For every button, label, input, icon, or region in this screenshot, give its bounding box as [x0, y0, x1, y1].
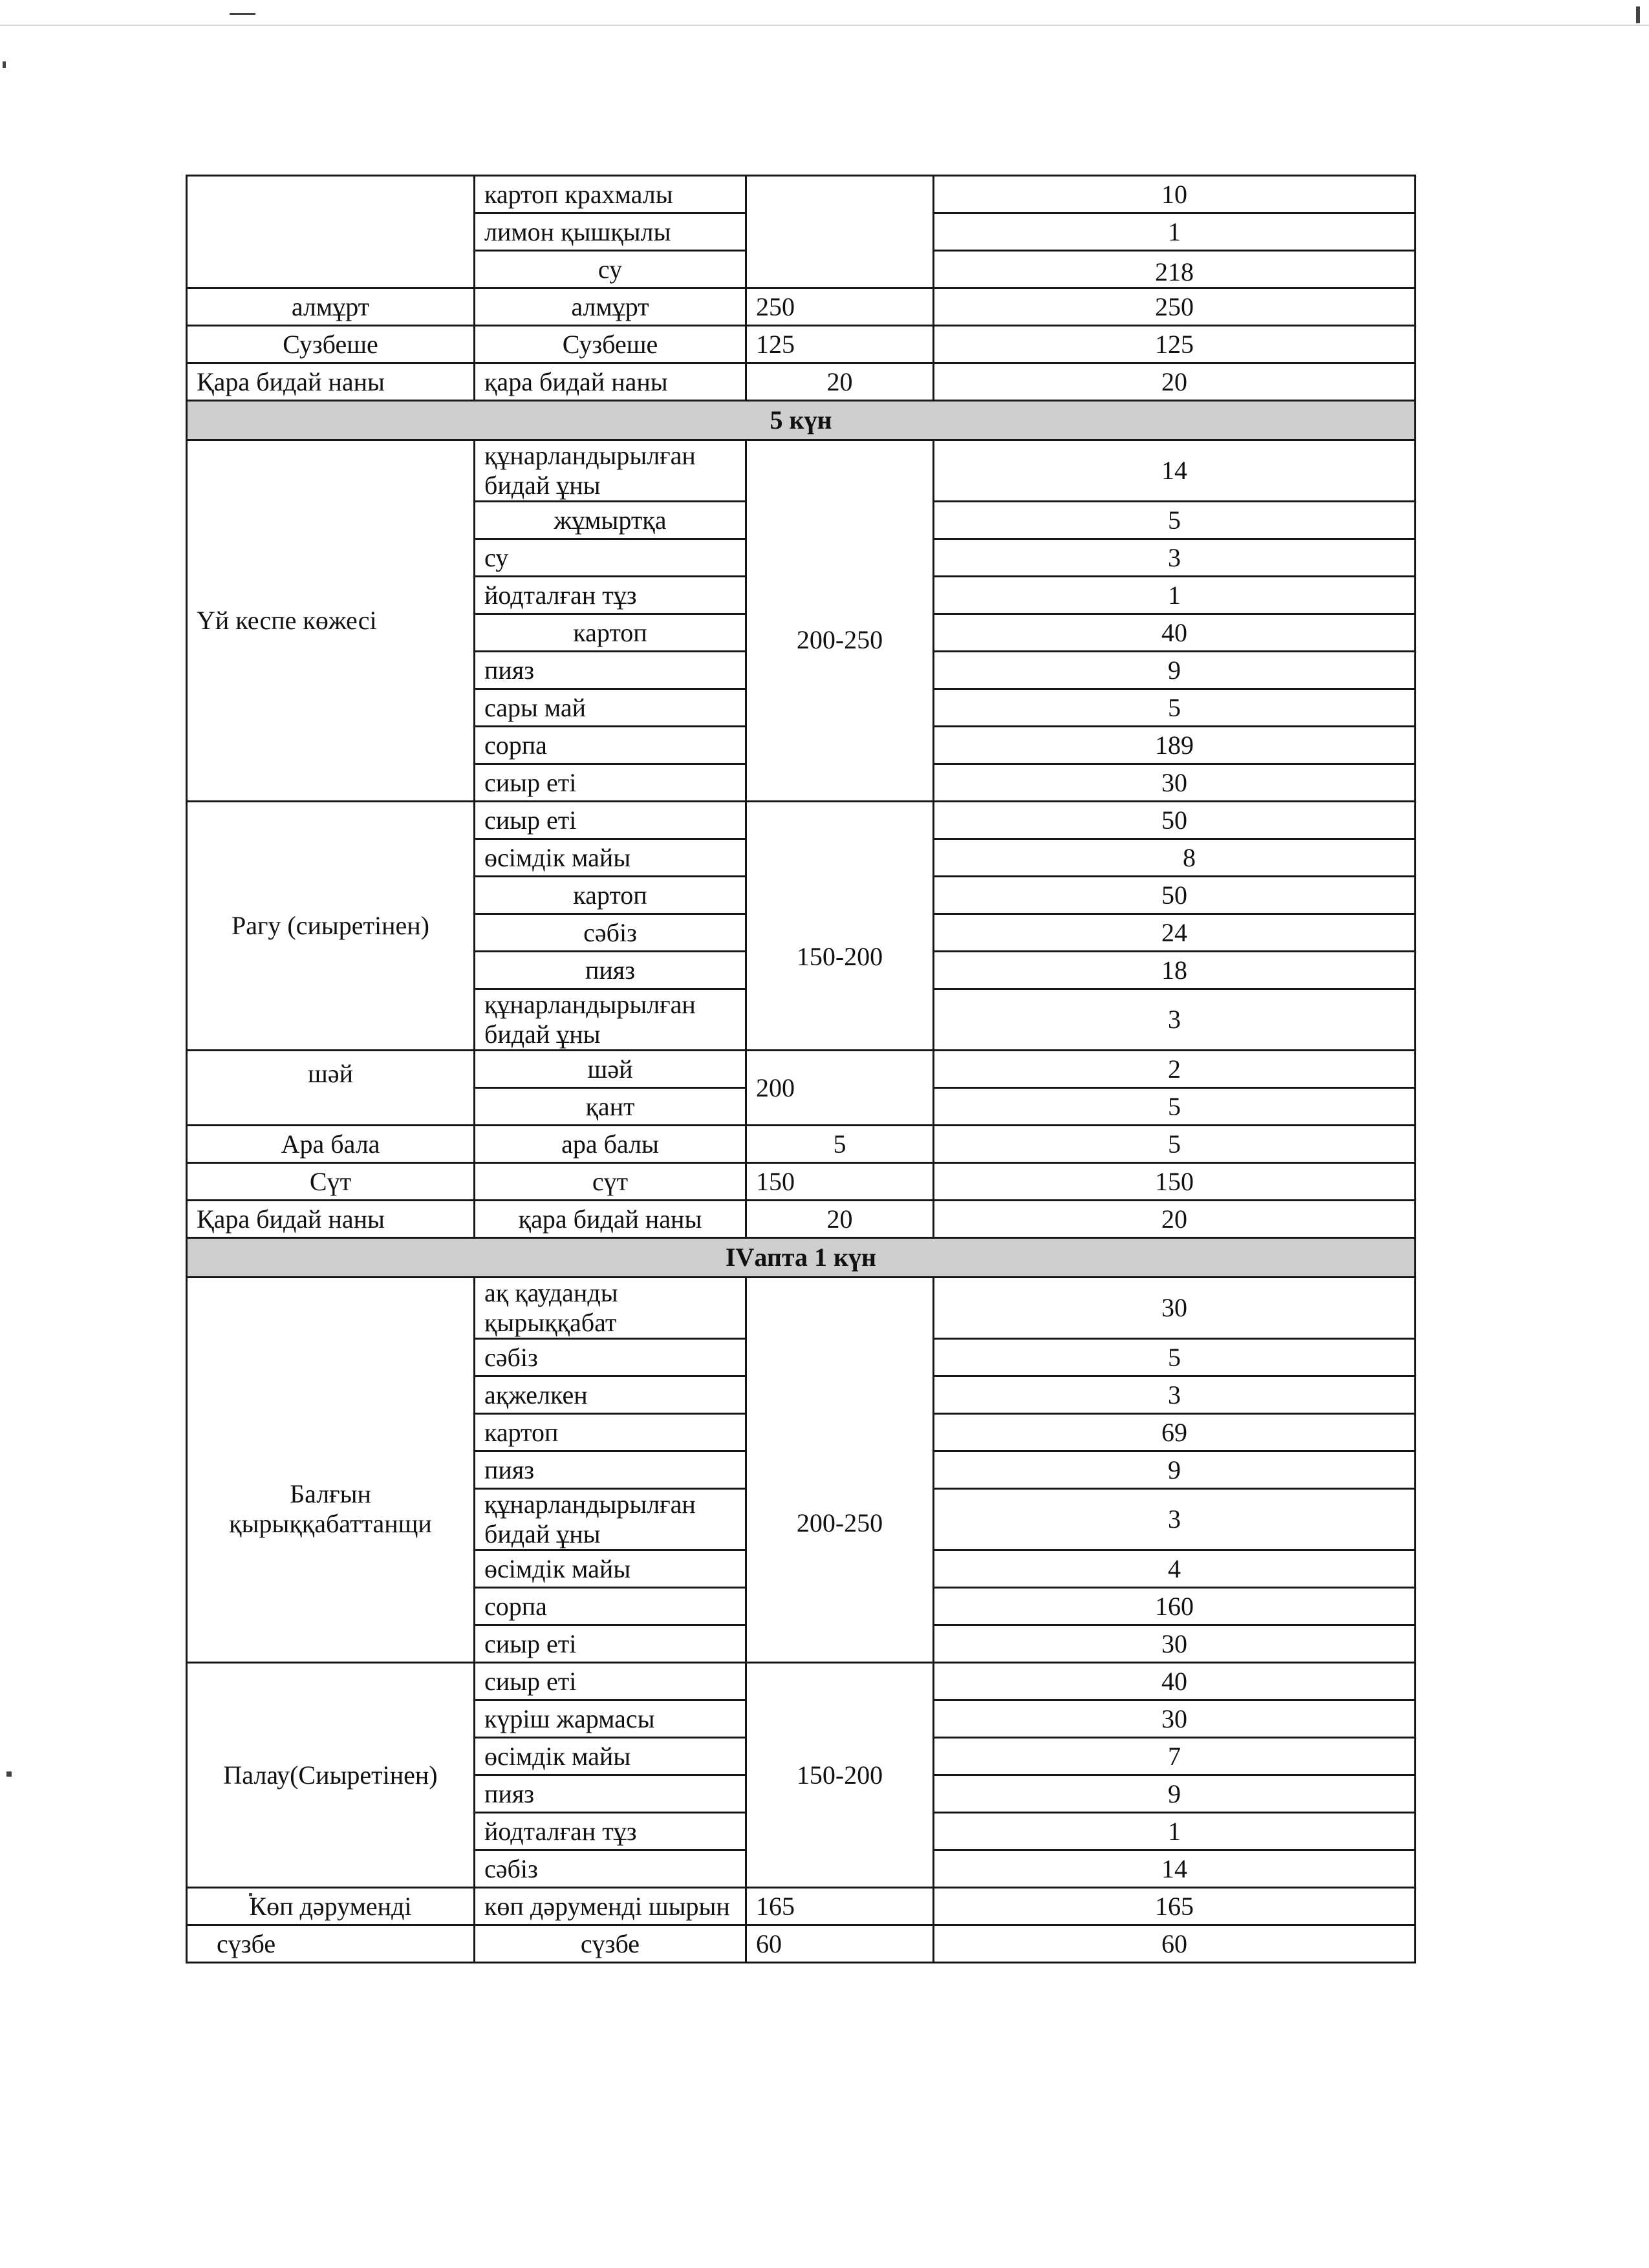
portion-cell: 125: [746, 326, 934, 363]
output-cell: 2: [934, 1051, 1416, 1088]
ingredient-cell: құнарландырылған бидай ұны: [475, 440, 746, 502]
ingredient-cell: картоп: [475, 877, 746, 914]
ingredient-cell: көп дәруменді шырын: [475, 1888, 746, 1925]
scan-speck: [1636, 6, 1640, 23]
portion-cell: 150-200: [746, 802, 934, 1051]
output-cell: 5: [934, 689, 1416, 727]
ingredient-cell: құнарландырылған бидай ұны: [475, 1489, 746, 1550]
output-cell: 20: [934, 1201, 1416, 1238]
ingredient-cell: өсімдік майы: [475, 1738, 746, 1775]
output-cell: 3: [934, 1376, 1416, 1414]
output-cell: 14: [934, 1850, 1416, 1888]
output-cell: 5: [934, 1339, 1416, 1376]
table-row: [187, 1201, 1416, 1238]
portion-cell: 20: [746, 363, 934, 401]
ingredient-cell: пияз: [475, 652, 746, 689]
output-cell: 50: [934, 802, 1416, 839]
ingredient-cell: пияз: [475, 1775, 746, 1813]
output-cell: 5: [934, 1126, 1416, 1163]
output-cell: 20: [934, 363, 1416, 401]
output-cell: 3: [934, 1489, 1416, 1550]
output-cell: 1: [934, 213, 1416, 251]
ingredient-cell: сәбіз: [475, 1339, 746, 1376]
ingredient-cell: алмұрт: [475, 288, 746, 326]
output-cell: 4: [934, 1550, 1416, 1588]
dish-cell: шәй: [187, 1051, 475, 1126]
day-header: IVапта 1 күн: [187, 1238, 1416, 1278]
output-cell: 250: [934, 288, 1416, 326]
output-cell: 30: [934, 764, 1416, 802]
dish-cell: алмұрт: [187, 288, 475, 326]
ingredient-cell: жұмыртқа: [475, 502, 746, 539]
output-cell: 24: [934, 914, 1416, 952]
ingredient-cell: шәй: [475, 1051, 746, 1088]
portion-cell: 150-200: [746, 1663, 934, 1888]
ingredient-cell: лимон қышқылы: [475, 213, 746, 251]
ingredient-cell: ара балы: [475, 1126, 746, 1163]
output-cell: 14: [934, 440, 1416, 502]
table-row: [187, 176, 1416, 213]
output-cell: 9: [934, 1451, 1416, 1489]
ingredient-cell: күріш жармасы: [475, 1700, 746, 1738]
table-row: [187, 1126, 1416, 1163]
ingredient-cell: картоп крахмалы: [475, 176, 746, 213]
output-cell: 10: [934, 176, 1416, 213]
ingredient-cell: сиыр еті: [475, 764, 746, 802]
ingredient-cell: су: [475, 539, 746, 577]
scan-top-border: [0, 25, 1649, 26]
portion-cell: 200-250: [746, 1278, 934, 1663]
table-row: [187, 288, 1416, 326]
ingredient-cell: қара бидай наны: [475, 1201, 746, 1238]
ingredient-cell: пияз: [475, 952, 746, 989]
output-cell: 150: [934, 1163, 1416, 1201]
scan-speck: [3, 61, 6, 68]
dish-cell: Сузбеше: [187, 326, 475, 363]
ingredient-cell: сиыр еті: [475, 1663, 746, 1700]
ingredient-cell: сәбіз: [475, 914, 746, 952]
output-cell: 50: [934, 877, 1416, 914]
day-header-row: [187, 401, 1416, 440]
portion-cell: 5: [746, 1126, 934, 1163]
dish-cell: Көп дәруменді: [187, 1888, 475, 1925]
output-cell: 3: [934, 539, 1416, 577]
dish-cell: [187, 176, 475, 288]
ingredient-cell: сиыр еті: [475, 1625, 746, 1663]
dish-cell: Үй кеспе көжесі: [187, 440, 475, 802]
output-cell: 30: [934, 1700, 1416, 1738]
output-cell: 60: [934, 1925, 1416, 1963]
table-row: [187, 802, 1416, 839]
output-cell: 160: [934, 1588, 1416, 1625]
output-cell: 40: [934, 614, 1416, 652]
output-cell: 30: [934, 1625, 1416, 1663]
output-cell: 9: [934, 652, 1416, 689]
portion-cell: 250: [746, 288, 934, 326]
ingredient-cell: сүзбе: [475, 1925, 746, 1963]
portion-cell: 150: [746, 1163, 934, 1201]
output-cell: 69: [934, 1414, 1416, 1451]
ingredient-cell: ақжелкен: [475, 1376, 746, 1414]
ingredient-cell: ақ қауданды қырыққабат: [475, 1278, 746, 1339]
dish-cell: Палау(Сиыретінен): [187, 1663, 475, 1888]
dish-cell: Сүт: [187, 1163, 475, 1201]
portion-cell: [746, 176, 934, 288]
ingredient-cell: құнарландырылған бидай ұны: [475, 989, 746, 1051]
dish-cell: Қара бидай наны: [187, 363, 475, 401]
output-cell: 3: [934, 989, 1416, 1051]
ingredient-cell: су: [475, 251, 746, 288]
ingredient-cell: сиыр еті: [475, 802, 746, 839]
output-cell: 5: [934, 502, 1416, 539]
portion-cell: 60: [746, 1925, 934, 1963]
dish-cell: Балғын қырыққабаттанщи: [187, 1278, 475, 1663]
portion-cell: 20: [746, 1201, 934, 1238]
table-row: [187, 1888, 1416, 1925]
output-cell: 8: [934, 839, 1416, 877]
ingredient-cell: сүт: [475, 1163, 746, 1201]
day-header: 5 күн: [187, 401, 1416, 440]
output-cell: 18: [934, 952, 1416, 989]
table-row: [187, 440, 1416, 502]
dish-cell: Рагу (сиыретінен): [187, 802, 475, 1051]
dish-cell: сүзбе: [187, 1925, 475, 1963]
ingredient-cell: өсімдік майы: [475, 839, 746, 877]
dish-cell: Ара бала: [187, 1126, 475, 1163]
ingredient-cell: Сузбеше: [475, 326, 746, 363]
ingredient-cell: йодталған тұз: [475, 577, 746, 614]
ingredient-cell: пияз: [475, 1451, 746, 1489]
ingredient-cell: картоп: [475, 1414, 746, 1451]
ingredient-cell: сорпа: [475, 1588, 746, 1625]
ingredient-cell: қара бидай наны: [475, 363, 746, 401]
ingredient-cell: сәбіз: [475, 1850, 746, 1888]
scan-speck: [230, 13, 255, 15]
table-row: [187, 1278, 1416, 1339]
output-cell: 9: [934, 1775, 1416, 1813]
table-row: [187, 1925, 1416, 1963]
portion-cell: 200: [746, 1051, 934, 1126]
day-header-row: [187, 1238, 1416, 1278]
table-row: [187, 1051, 1416, 1088]
output-cell: 7: [934, 1738, 1416, 1775]
ingredient-cell: йодталған тұз: [475, 1813, 746, 1850]
table-row: [187, 326, 1416, 363]
portion-cell: 200-250: [746, 440, 934, 802]
dish-cell: Қара бидай наны: [187, 1201, 475, 1238]
output-cell: 5: [934, 1088, 1416, 1126]
output-cell: 40: [934, 1663, 1416, 1700]
scan-speck: [6, 1771, 12, 1777]
menu-layout-table: [186, 175, 1416, 1963]
table-row: [187, 1163, 1416, 1201]
table-row: [187, 1663, 1416, 1700]
ingredient-cell: қант: [475, 1088, 746, 1126]
output-cell: 125: [934, 326, 1416, 363]
ingredient-cell: сары май: [475, 689, 746, 727]
table-row: [187, 363, 1416, 401]
output-cell: 30: [934, 1278, 1416, 1339]
output-cell: 189: [934, 727, 1416, 764]
output-cell: 218: [934, 251, 1416, 288]
output-cell: 165: [934, 1888, 1416, 1925]
ingredient-cell: өсімдік майы: [475, 1550, 746, 1588]
ingredient-cell: картоп: [475, 614, 746, 652]
portion-cell: 165: [746, 1888, 934, 1925]
output-cell: 1: [934, 1813, 1416, 1850]
output-cell: 1: [934, 577, 1416, 614]
ingredient-cell: сорпа: [475, 727, 746, 764]
